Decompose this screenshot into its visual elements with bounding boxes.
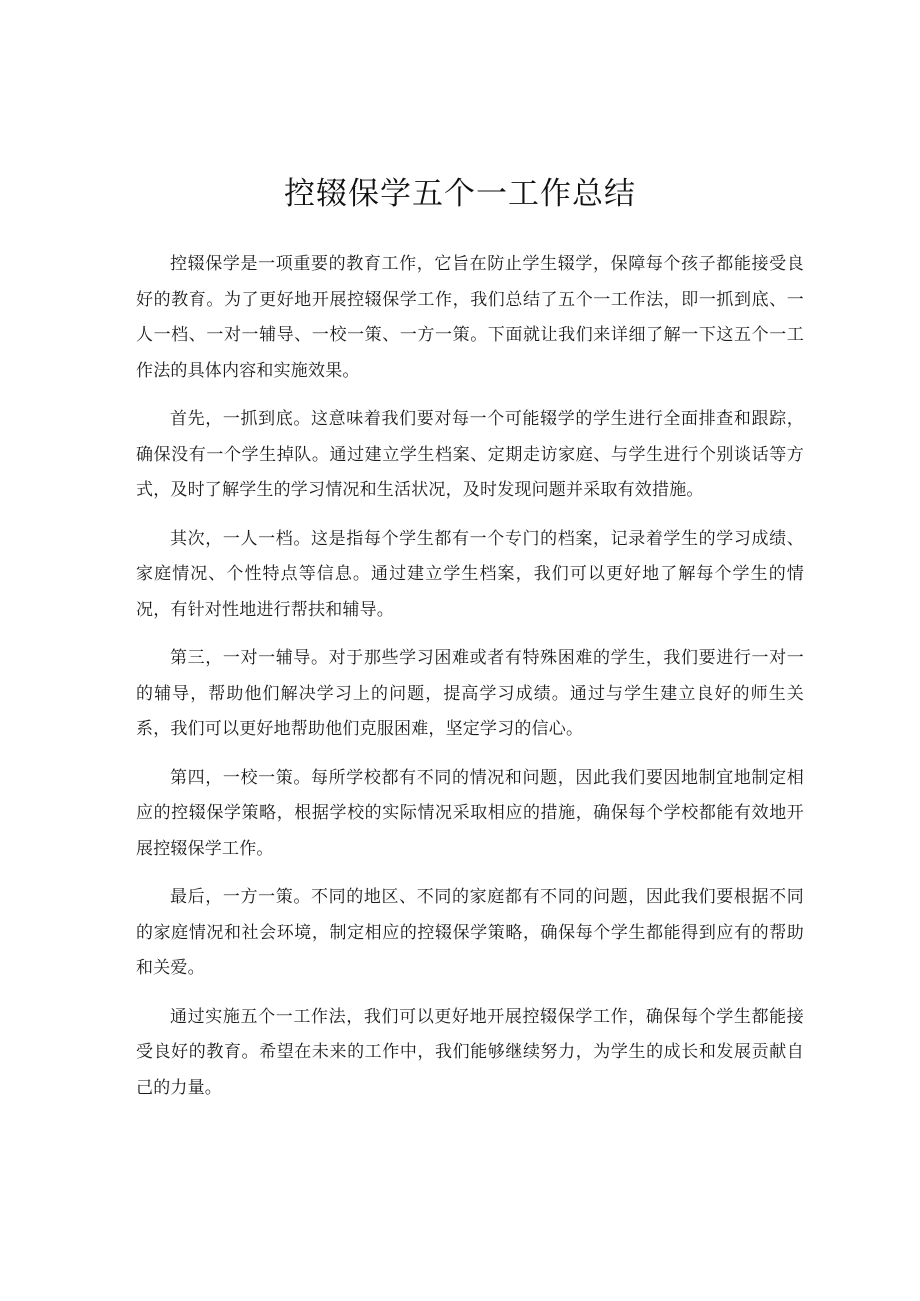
paragraph-first: 首先，一抓到底。这意味着我们要对每一个可能辍学的学生进行全面排查和跟踪，确保没有一个学生掉队。通过建立学生档案、定期走访家庭、与学生进行个别谈话等方式，及时了解学生的学习情况和生活状况，及时发现问题并采取有效措施。 [136,409,804,500]
paragraph-third: 第三，一对一辅导。对于那些学习困难或者有特殊困难的学生，我们要进行一对一的辅导，帮助他们解决学习上的问题，提高学习成绩。通过与学生建立良好的师生关系，我们可以更好地帮助他们克服困难，坚定学习的信心。 [136,648,804,739]
document-body [136,247,804,1119]
paragraph-intro: 控辍保学是一项重要的教育工作，它旨在防止学生辍学，保障每个孩子都能接受良好的教育。为了更好地开展控辍保学工作，我们总结了五个一工作法，即一抓到底、一人一档、一对一辅导、一校一策、一方一策。下面就让我们来详细了解一下这五个一工作法的具体内容和实施效果。 [136,254,804,381]
document-title: 控辍保学五个一工作总结 [284,176,636,212]
paragraph-second: 其次，一人一档。这是指每个学生都有一个专门的档案，记录着学生的学习成绩、家庭情况、个性特点等信息。通过建立学生档案，我们可以更好地了解每个学生的情况，有针对性地进行帮扶和辅导。 [136,528,804,620]
paragraph-last: 最后，一方一策。不同的地区、不同的家庭都有不同的问题，因此我们要根据不同的家庭情况和社会环境，制定相应的控辍保学策略，确保每个学生都能得到应有的帮助和关爱。 [136,887,804,978]
paragraph-conclusion: 通过实施五个一工作法，我们可以更好地开展控辍保学工作，确保每个学生都能接受良好的教育。希望在未来的工作中，我们能够继续努力，为学生的成长和发展贡献自己的力量。 [136,1006,804,1098]
paragraph-fourth: 第四，一校一策。每所学校都有不同的情况和问题，因此我们要因地制宜地制定相应的控辍保学策略，根据学校的实际情况采取相应的措施，确保每个学校都能有效地开展控辍保学工作。 [136,767,804,859]
